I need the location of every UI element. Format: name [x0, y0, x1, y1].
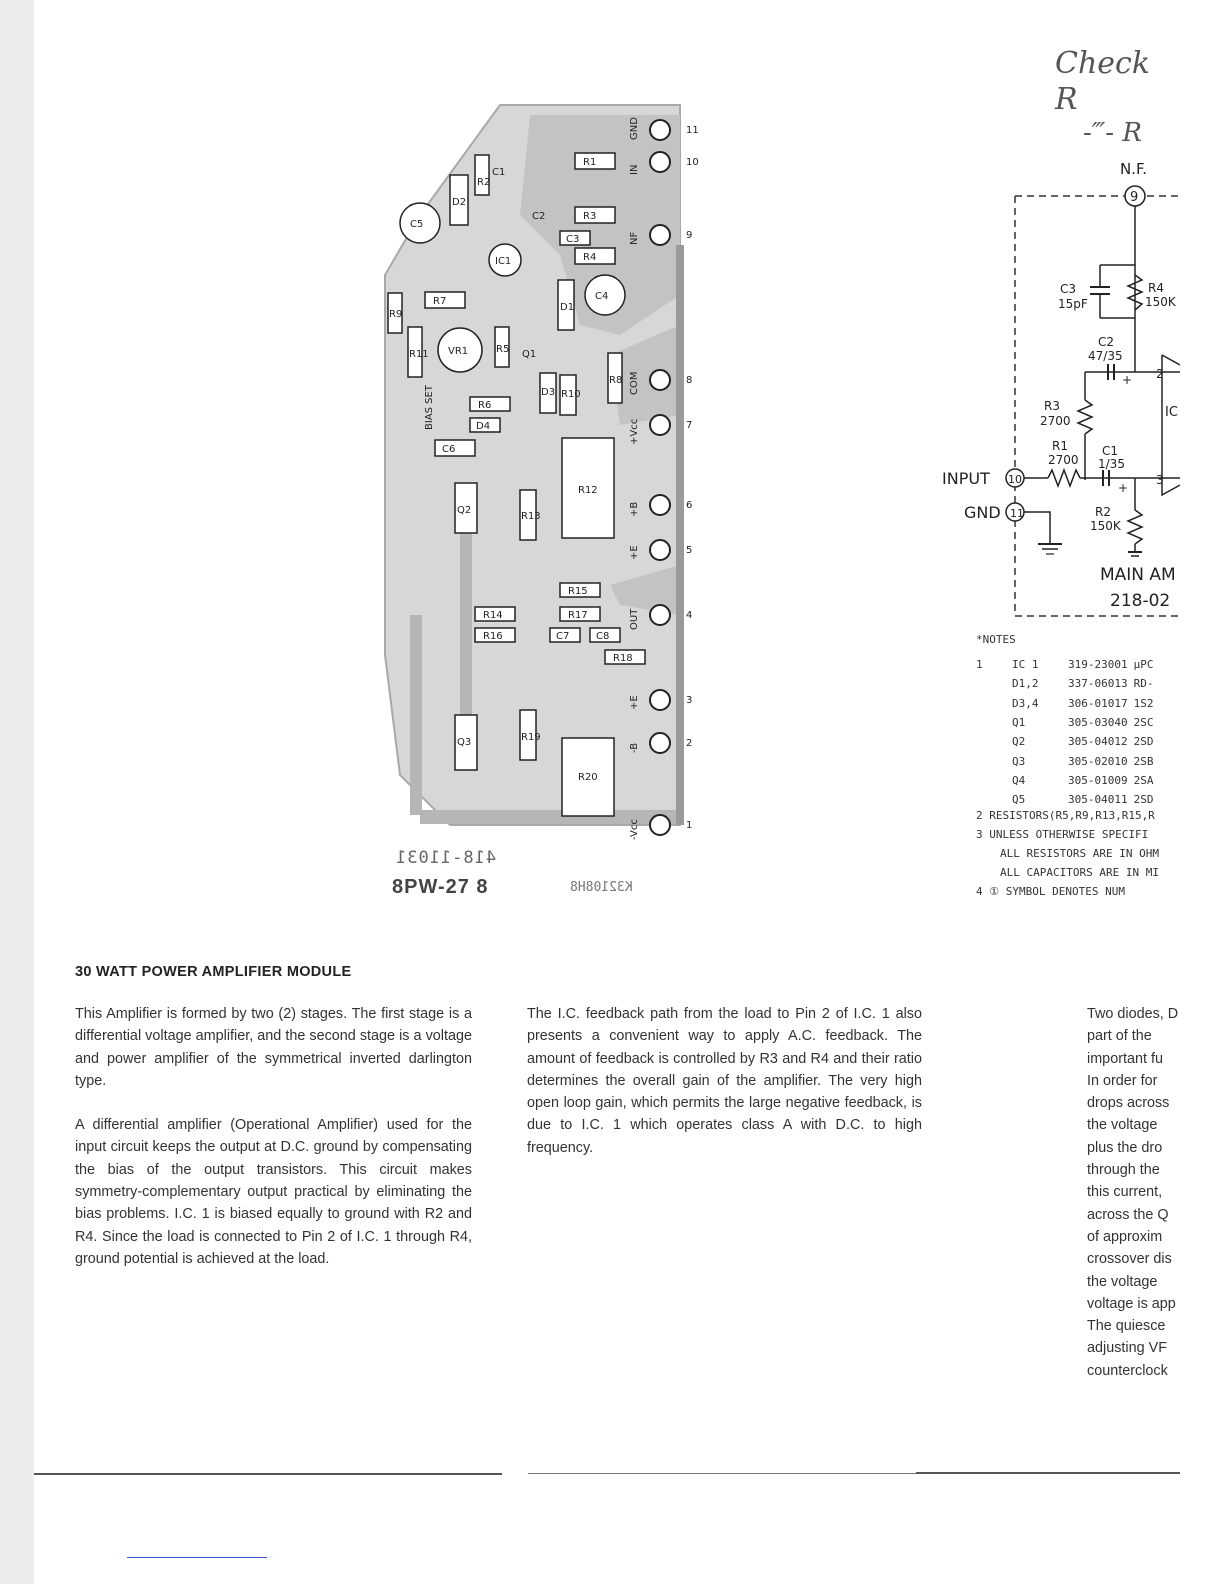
notes-part-row	[976, 694, 1159, 713]
schematic-nf-pin: 9	[1130, 190, 1139, 205]
schematic-ic-label: IC	[1165, 405, 1178, 420]
pcb-comp-r2: R2	[477, 177, 491, 188]
article-column-1	[75, 1003, 472, 1292]
schematic-c1-label: C1	[1102, 444, 1119, 458]
pcb-comp-c3: C3	[566, 234, 580, 245]
col1-paragraph-1: This Amplifier is formed by two (2) stages. The first stage is a differential voltage amplifier, and the second stage is a voltage and power amplifier of the symmetrical inverted darlington type.	[75, 1006, 472, 1089]
notes-cell-part: 305-01009	[1068, 773, 1128, 787]
schematic-gnd-label: GND	[964, 503, 1001, 522]
schematic-r2-value: 150K	[1090, 519, 1121, 533]
pcb-comp-r12: R12	[578, 485, 598, 496]
article-heading: 30 WATT POWER AMPLIFIER MODULE	[75, 964, 352, 980]
pcb-comp-r10: R10	[561, 389, 581, 400]
notes-part-row	[976, 771, 1159, 790]
pcb-pin-6: 6	[686, 500, 693, 511]
col3-line: this current,	[1087, 1184, 1163, 1201]
pcb-comp-r11: R11	[409, 349, 429, 360]
notes-part-row	[976, 655, 1159, 674]
notes-cell-type: 2SA	[1133, 773, 1154, 787]
schematic-nf-label: N.F.	[1120, 160, 1147, 178]
notes-cell-part: 305-04012	[1068, 735, 1128, 749]
notes-part-row	[976, 732, 1159, 751]
notes-cell-ref: D3,4	[1012, 696, 1039, 710]
footer-rule-mid	[528, 1473, 920, 1474]
pcb-label-out: OUT	[629, 608, 640, 630]
col3-line: voltage is app	[1087, 1295, 1176, 1312]
pcb-pin-3: 3	[686, 695, 693, 706]
pcb-pin-numbers	[686, 125, 699, 831]
notes-cell-type: 2SB	[1133, 754, 1154, 768]
notes-line-3a: 3 UNLESS OTHERWISE SPECIFI	[976, 828, 1149, 842]
col1-paragraph-2: A differential amplifier (Operational Amplifier) used for the input circuit keeps the output at D.C. ground by compensating the bias of the output transistors. This circuit makes symmetry-complementary output practical by eliminating the bias problems. I.C. 1 is biased equally to ground with R2 and R4. Since the load is connected to Pin 2 of I.C. 1 through R4, ground potential is achieved at the load.	[75, 1117, 472, 1267]
schematic-ic-triangle	[1162, 355, 1180, 495]
notes-cell-n	[976, 732, 1012, 751]
notes-cell-ref: Q5	[1012, 793, 1026, 807]
pcb-comp-d4: D4	[476, 421, 491, 432]
notes-line-3b: ALL RESISTORS ARE IN OHM	[1000, 847, 1159, 861]
notes-cell-part: 305-02010	[1068, 754, 1128, 768]
col3-line: part of the	[1087, 1028, 1152, 1045]
pcb-trace-left	[410, 615, 422, 815]
pcb-label-vcc-neg: -Vcc	[629, 819, 640, 840]
col3-lines	[1087, 1003, 1180, 1382]
pcb-comp-c4: C4	[595, 291, 609, 302]
scan-left-margin	[0, 0, 34, 1584]
pcb-comp-r8: R8	[609, 375, 623, 386]
notes-cell-type: 2SC	[1133, 716, 1154, 730]
pcb-comp-q1: Q1	[522, 349, 537, 360]
pcb-comp-r19: R19	[521, 732, 541, 743]
pcb-comp-q3: Q3	[457, 737, 472, 748]
pcb-comp-q2: Q2	[457, 505, 472, 516]
notes-line-4: 4 ① SYMBOL DENOTES NUM	[976, 885, 1125, 899]
notes-cell-n	[976, 751, 1012, 770]
col3-line: In order for	[1087, 1072, 1158, 1089]
pcb-label-in: IN	[629, 164, 640, 175]
col3-line: plus the dro	[1087, 1139, 1163, 1156]
pcb-comp-vr1: VR1	[448, 346, 469, 357]
pcb-board-code-mirrored: 418-11031	[395, 848, 497, 868]
schematic-ic-pin2: 2	[1156, 367, 1164, 381]
pcb-label-b: +B	[629, 501, 640, 517]
pcb-comp-r17: R17	[568, 610, 588, 621]
pcb-comp-r16: R16	[483, 631, 503, 642]
pcb-comp-r14: R14	[483, 610, 503, 621]
schematic-r3-label: R3	[1044, 399, 1060, 413]
pcb-model-label: 8PW-27 8	[392, 876, 489, 898]
pcb-trace-right	[676, 245, 684, 825]
handwritten-note-line2: -‴- R	[1083, 118, 1142, 148]
schematic-ic-pin3: 3	[1156, 473, 1164, 487]
notes-cell-n: 1	[976, 658, 983, 672]
pcb-comp-c7: C7	[556, 631, 570, 642]
col3-line: important fu	[1087, 1050, 1163, 1067]
notes-cell-type: 2SD	[1133, 735, 1154, 749]
notes-cell-n	[976, 674, 1012, 693]
notes-cell-part: 337-06013	[1068, 677, 1128, 691]
col3-line: across the Q	[1087, 1206, 1169, 1223]
pcb-comp-r1: R1	[583, 157, 597, 168]
schematic-input-pin: 10	[1008, 473, 1022, 486]
notes-part-row	[976, 674, 1159, 693]
pcb-layout-drawing	[380, 95, 700, 905]
notes-cell-type: µPC	[1133, 658, 1154, 672]
schematic-r1-value: 2700	[1048, 453, 1079, 467]
notes-cell-n	[976, 694, 1012, 713]
footer-short-blue-rule	[127, 1557, 267, 1558]
svg-text:+: +	[1118, 481, 1129, 495]
pcb-pin-11: 11	[686, 125, 699, 136]
notes-cell-type: 1S2	[1133, 696, 1154, 710]
pcb-label-e2: +E	[629, 695, 640, 710]
pcb-comp-r3: R3	[583, 211, 597, 222]
pcb-comp-ic1: IC1	[495, 256, 512, 267]
pcb-pin-4: 4	[686, 610, 693, 621]
notes-part-row	[976, 713, 1159, 732]
pcb-comp-r15: R15	[568, 586, 588, 597]
col3-line: Two diodes, D	[1087, 1006, 1179, 1022]
footer-rule-right	[916, 1472, 1180, 1474]
notes-line-3c: ALL CAPACITORS ARE IN MI	[1000, 866, 1159, 880]
pcb-comp-c5: C5	[410, 219, 424, 230]
pcb-pin-7: 7	[686, 420, 693, 431]
notes-cell-part: 305-03040	[1068, 716, 1128, 730]
svg-text:+: +	[1122, 373, 1133, 387]
pcb-comp-bias-set: BIAS SET	[424, 385, 435, 430]
notes-cell-n	[976, 771, 1012, 790]
col3-line: of approxim	[1087, 1228, 1163, 1245]
pcb-comp-d3: D3	[541, 387, 556, 398]
schematic-notes	[976, 633, 1180, 904]
notes-part-row	[976, 790, 1159, 809]
pcb-comp-r20: R20	[578, 772, 598, 783]
notes-cell-ref: Q2	[1012, 735, 1026, 749]
pcb-comp-r18: R18	[613, 653, 633, 664]
schematic-block-border	[1015, 196, 1180, 616]
pcb-comp-c6: C6	[442, 444, 456, 455]
schematic-input-label: INPUT	[942, 469, 990, 488]
col3-line: the voltage	[1087, 1117, 1158, 1134]
footer-rule-left	[34, 1473, 502, 1475]
pcb-comp-c2: C2	[532, 211, 546, 222]
notes-cell-n	[976, 713, 1012, 732]
handwritten-note	[1055, 46, 1180, 148]
pcb-pin-1: 1	[686, 820, 693, 831]
schematic-r4-label: R4	[1148, 281, 1164, 295]
pcb-comp-r9: R9	[389, 309, 403, 320]
pcb-pin-9: 9	[686, 230, 693, 241]
col3-line: the voltage	[1087, 1273, 1158, 1290]
pcb-pin-10: 10	[686, 157, 699, 168]
pcb-comp-d2: D2	[452, 197, 467, 208]
pcb-stamp-mirrored: K32108H8	[570, 880, 633, 895]
notes-cell-type: 2SD	[1133, 793, 1154, 807]
notes-cell-part: 319-23001	[1068, 658, 1128, 672]
schematic-block-code: 218-02	[1110, 591, 1171, 611]
schematic-gnd-pin: 11	[1010, 507, 1024, 520]
pcb-comp-r7: R7	[433, 296, 447, 307]
schematic-r1-label: R1	[1052, 439, 1068, 453]
pcb-comp-r6: R6	[478, 400, 492, 411]
pcb-comp-d1: D1	[560, 302, 575, 313]
col3-line: crossover dis	[1087, 1251, 1172, 1268]
notes-cell-n	[976, 790, 1012, 809]
col2-paragraph-1: The I.C. feedback path from the load to Pin 2 of I.C. 1 also presents a convenient way to apply A.C. feedback. The amount of feedback is controlled by R3 and R4 and their ratio determines the overall gain of the amplifier. The very high open loop gain, which permits the large negative feedback, is due to I.C. 1 which operates class A with D.C. to high frequency.	[527, 1006, 922, 1156]
handwritten-note-line1: Check R	[1055, 46, 1151, 117]
article-column-3	[1087, 1003, 1180, 1382]
article-column-2	[527, 1003, 922, 1181]
pcb-label-e: +E	[629, 545, 640, 560]
schematic-c3-value: 15pF	[1058, 297, 1088, 311]
schematic-c1-value: 1/35	[1098, 457, 1125, 471]
pcb-comp-r4: R4	[583, 252, 597, 263]
notes-cell-type: RD-	[1133, 677, 1154, 691]
col3-line: drops across	[1087, 1095, 1170, 1112]
notes-cell-ref: IC 1	[1012, 658, 1039, 672]
notes-cell-ref: Q4	[1012, 773, 1026, 787]
schematic-c2-label: C2	[1098, 335, 1115, 349]
notes-header: *NOTES	[976, 633, 1016, 646]
schematic-r2-label: R2	[1095, 505, 1111, 519]
col3-line: The quiesce	[1087, 1318, 1166, 1335]
pcb-label-nf: NF	[629, 231, 640, 245]
notes-cell-ref: Q3	[1012, 754, 1026, 768]
schematic-c3-label: C3	[1060, 282, 1077, 296]
pcb-label-com: COM	[629, 371, 640, 395]
schematic-c2-value: 47/35	[1088, 349, 1123, 363]
pcb-label-minus-b: -B	[629, 742, 640, 753]
col3-line: counterclock	[1087, 1362, 1168, 1379]
pcb-trace-bottom	[420, 810, 680, 824]
schematic-r4-value: 150K	[1145, 295, 1176, 309]
pcb-pin-5: 5	[686, 545, 693, 556]
schematic-r3-value: 2700	[1040, 414, 1071, 428]
notes-line-2: 2 RESISTORS(R5,R9,R13,R15,R	[976, 809, 1155, 823]
notes-part-row	[976, 751, 1159, 770]
col3-line: adjusting VF	[1087, 1340, 1167, 1357]
pcb-pin-2: 2	[686, 738, 693, 749]
notes-cell-ref: D1,2	[1012, 677, 1039, 691]
notes-cell-ref: Q1	[1012, 716, 1026, 730]
notes-cell-part: 305-04011	[1068, 793, 1128, 807]
pcb-comp-c8: C8	[596, 631, 610, 642]
col3-line: through the	[1087, 1162, 1160, 1179]
schematic-block-title: MAIN AM	[1100, 565, 1176, 585]
schematic-diagram	[940, 150, 1180, 630]
pcb-comp-r13: R13	[521, 511, 541, 522]
pcb-label-gnd: GND	[629, 117, 640, 140]
notes-parts-table	[976, 655, 1159, 809]
pcb-comp-c1: C1	[492, 167, 506, 178]
page-right-cutoff	[1180, 0, 1224, 1584]
pcb-comp-r5: R5	[496, 344, 510, 355]
notes-cell-part: 306-01017	[1068, 696, 1128, 710]
pcb-label-vcc: +Vcc	[629, 418, 640, 445]
pcb-pin-8: 8	[686, 375, 693, 386]
